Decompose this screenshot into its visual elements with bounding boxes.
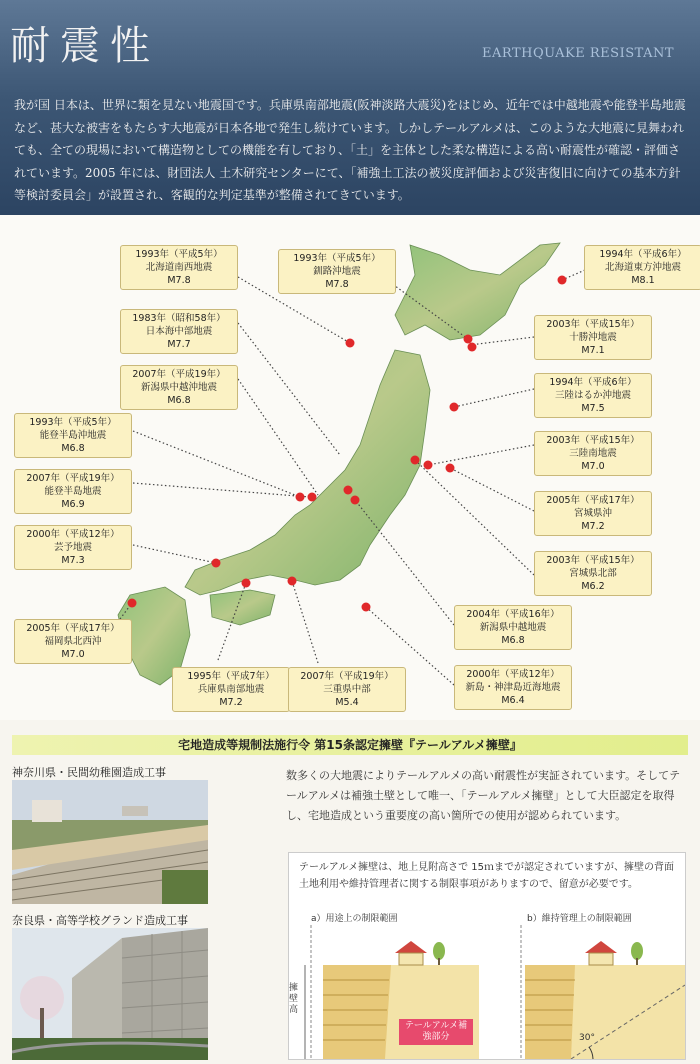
eq-label-noto: 2007年（平成19年） 能登半島地震 M6.9 <box>14 469 132 514</box>
epicenter-noto <box>308 493 317 502</box>
eq-label-chuetsu-offshore: 2007年（平成19年） 新潟県中越沖地震 M6.8 <box>120 365 238 410</box>
epicenter-geiyo <box>212 559 221 568</box>
eq-label-sanriku-south: 2003年（平成15年） 三陸南地震 M7.0 <box>534 431 652 476</box>
eq-label-miyagi-north: 2003年（平成15年） 宮城県北部 M6.2 <box>534 551 652 596</box>
wall-height-label: 擁壁高 <box>289 983 299 1015</box>
intro-paragraph: 我が国 日本は、世界に類を見ない地震国です。兵庫県南部地震(阪神淡路大震災)をはじめ、近年では中越地震や能登半島地震など、甚大な被害をもたらす大地震が日本各地で発生し続けています。しかしテールアルメは、このような大地震に見舞われても、全ての現場において構造物としての機能を有しており、「土」を主体とした柔な構造による高い耐震性が確認・評価されています。2005 年には、財団法人 土木研究センターにて、「補強土工法の被災度評価および災害復旧に向けての基本方針等検討委員会」が設置され、客観的な判定基準が整備されてきています。 <box>14 98 686 202</box>
eq-label-geiyo: 2000年（平成12年） 芸予地震 M7.3 <box>14 525 132 570</box>
epicenter-miyagi-offshore <box>446 464 455 473</box>
diagram-a-label: a）用途上の制限範囲 <box>311 914 398 924</box>
photo-nara-school-ground <box>12 928 208 1060</box>
photo2-caption: 奈良県・高等学校グランド造成工事 <box>12 914 188 927</box>
restriction-note-box <box>288 852 686 1060</box>
epicenter-nihonkai-chubu <box>344 486 353 495</box>
epicenter-tokachi <box>468 343 477 352</box>
eq-label-niijima: 2000年（平成12年） 新島・神津島近海地震 M6.4 <box>454 665 572 710</box>
certification-description: 数多くの大地震によりテールアルメの高い耐震性が実証されています。そしてテールアルメは補強土壁として唯一、「テールアルメ擁壁」として大臣認定を取得し、宅地造成という重要度の高い箇所での使用が認められています。 <box>286 769 681 822</box>
eq-label-hokkaido-southwest: 1993年（平成5年） 北海道南西地震 M7.8 <box>120 245 238 290</box>
earthquake-map-section <box>0 215 700 720</box>
page-subtitle: EARTHQUAKE RESISTANT <box>482 46 674 61</box>
eq-label-miyagi-offshore: 2005年（平成17年） 宮城県沖 M7.2 <box>534 491 652 536</box>
angle-label: 30° <box>579 1033 595 1043</box>
epicenter-kushiro <box>464 335 473 344</box>
eq-label-kushiro: 1993年（平成5年） 釧路沖地震 M7.8 <box>278 249 396 294</box>
epicenter-sanriku-south <box>424 461 433 470</box>
epicenter-niijima <box>362 603 371 612</box>
eq-label-hokkaido-east: 1994年（平成6年） 北海道東方沖地震 M8.1 <box>584 245 700 290</box>
eq-label-mie: 2007年（平成19年） 三重県中部 M5.4 <box>288 667 406 712</box>
eq-label-chuetsu: 2004年（平成16年） 新潟県中越地震 M6.8 <box>454 605 572 650</box>
epicenter-mie <box>288 577 297 586</box>
eq-label-noto-offshore: 1993年（平成5年） 能登半島沖地震 M6.8 <box>14 413 132 458</box>
diagram-b <box>515 925 685 1059</box>
eq-label-tokachi: 2003年（平成15年） 十勝沖地震 M7.1 <box>534 315 652 360</box>
eq-label-sanriku-haruka: 1994年（平成6年） 三陸はるか沖地震 M7.5 <box>534 373 652 418</box>
epicenter-fukuoka <box>128 599 137 608</box>
diagram-b-label: b）維持管理上の制限範囲 <box>527 914 632 924</box>
eq-label-nihonkai-chubu: 1983年（昭和58年） 日本海中部地震 M7.7 <box>120 309 238 354</box>
shikoku-landmass <box>210 590 275 625</box>
epicenter-hyogo <box>242 579 251 588</box>
section-heading-band: 宅地造成等規制法施行令 第15条認定擁壁『テールアルメ擁壁』 <box>12 735 688 755</box>
epicenter-chuetsu <box>351 496 360 505</box>
photo-kanagawa-kindergarten <box>12 780 208 904</box>
epicenter-miyagi-north <box>411 456 420 465</box>
photo1-caption: 神奈川県・民間幼稚園造成工事 <box>12 766 166 779</box>
epicenter-noto-offshore <box>296 493 305 502</box>
eq-label-fukuoka: 2005年（平成17年） 福岡県北西沖 M7.0 <box>14 619 132 664</box>
page-title: 耐震性 <box>10 23 160 69</box>
epicenter-hokkaido-east <box>558 276 567 285</box>
eq-label-hyogo: 1995年（平成7年） 兵庫県南部地震 M7.2 <box>172 667 290 712</box>
epicenter-hokkaido-southwest <box>346 339 355 348</box>
header-banner <box>0 0 700 215</box>
reinforce-area-label: テールアルメ補強部分 <box>399 1019 473 1045</box>
restriction-note: テールアルメ擁壁は、地上見附高さで 15ｍまでが認定されていますが、擁壁の背面土地利用や維持管理者に関する制限事項がありますので、留意が必要です。 <box>299 862 675 890</box>
epicenter-sanriku-haruka <box>450 403 459 412</box>
